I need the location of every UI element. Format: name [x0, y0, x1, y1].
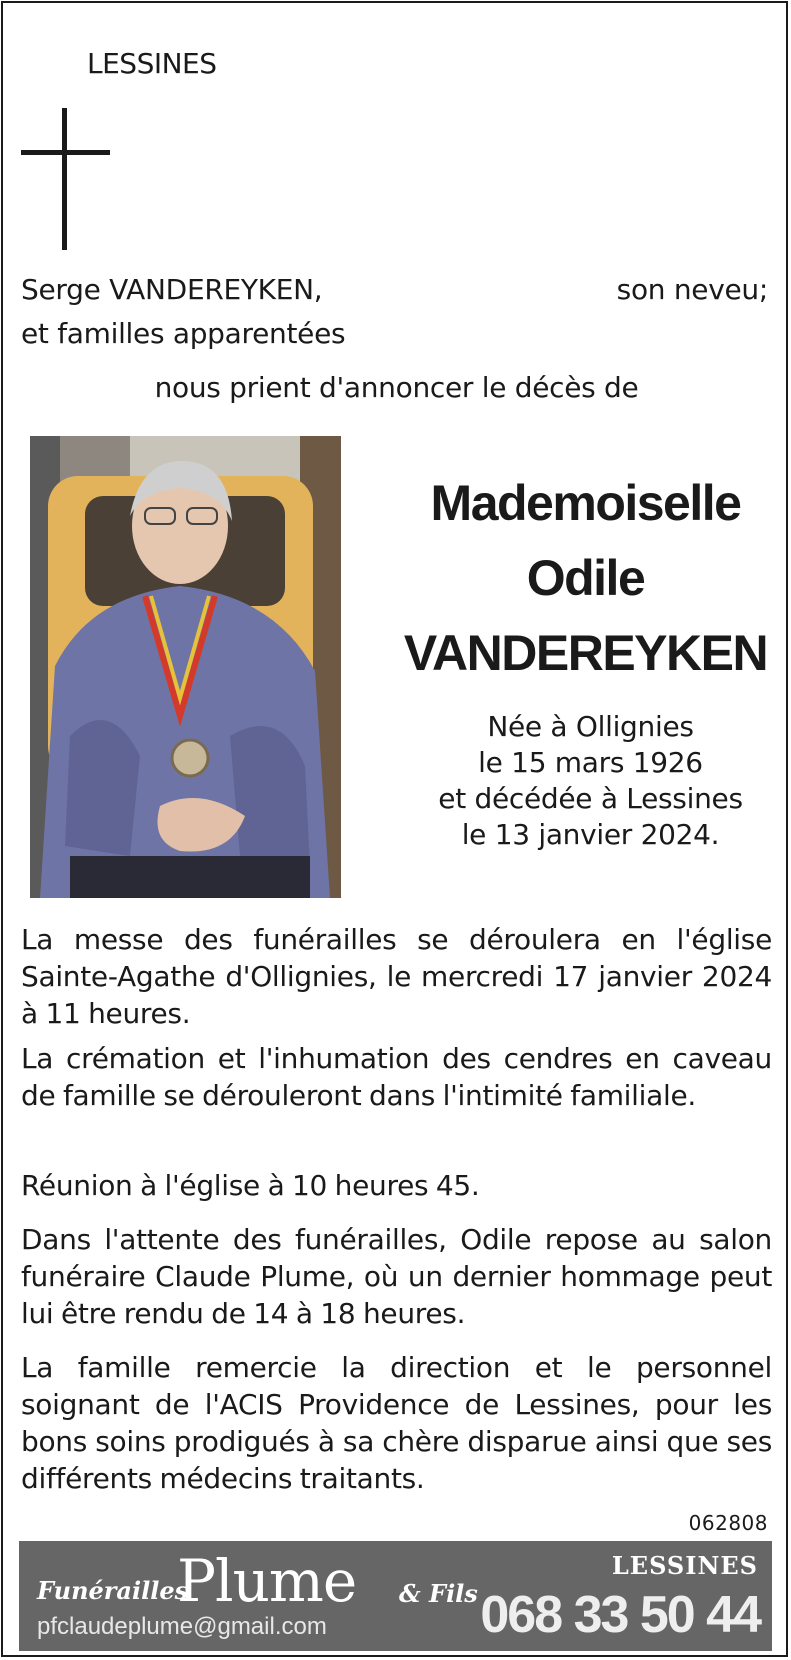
cremation-paragraph: La crémation et l'inhumation des cendres en caveau de famille se dérouleront dans l'intimité familiale. [21, 1042, 772, 1112]
funeral-home-town: LESSINES [611, 1551, 758, 1580]
death-place: et décédée à Lessines [438, 782, 743, 815]
funeral-mass-paragraph: La messe des funérailles se déroulera en l'église Sainte-Agathe d'Ollignies, le mercredi 17 janvier 2024 à 11 heures. [21, 923, 772, 1030]
birth-place: Née à Ollignies [487, 710, 694, 743]
cross-icon-vertical-bar [62, 108, 67, 250]
portrait-illustration [30, 436, 341, 898]
announcement-text: nous prient d'annoncer le décès de [154, 371, 639, 404]
cross-icon-horizontal-bar [21, 150, 110, 155]
brand-suffix: & Fils [399, 1579, 478, 1608]
deceased-photo [30, 436, 341, 898]
deceased-last-name: VANDEREYKEN [403, 625, 768, 681]
header-town: LESSINES [87, 47, 217, 80]
family-member-relation: son neveu; [616, 273, 768, 306]
death-date: le 13 janvier 2024. [461, 818, 720, 851]
deceased-first-name: Odile [526, 550, 645, 606]
viewing-paragraph: Dans l'attente des funérailles, Odile repose au salon funéraire Claude Plume, où un dernier hommage peut lui être rendu de 14 à 18 heures. [21, 1223, 772, 1330]
family-others: et familles apparentées [21, 317, 346, 350]
deceased-title: Mademoiselle [430, 475, 741, 531]
funeral-home-email: pfclaudeplume@gmail.com [37, 1613, 327, 1640]
deceased-dates [403, 709, 778, 853]
brand-name: Plume [177, 1547, 357, 1615]
brand-prefix: Funérailles [37, 1576, 189, 1605]
thanks-paragraph: La famille remercie la direction et le personnel soignant de l'ACIS Providence de Lessines, pour les bons soins prodigués à sa chère disparue ainsi que ses différents médecins traitants. [21, 1351, 772, 1495]
family-member-name: Serge VANDEREYKEN, [21, 273, 323, 306]
funeral-home-banner [19, 1541, 772, 1651]
obituary-notice [1, 1, 788, 1657]
reference-number: 062808 [688, 1511, 768, 1535]
birth-date: le 15 mars 1926 [478, 746, 703, 779]
meeting-paragraph: Réunion à l'église à 10 heures 45. [21, 1169, 480, 1202]
funeral-home-phone: 068 33 50 44 [480, 1586, 760, 1644]
